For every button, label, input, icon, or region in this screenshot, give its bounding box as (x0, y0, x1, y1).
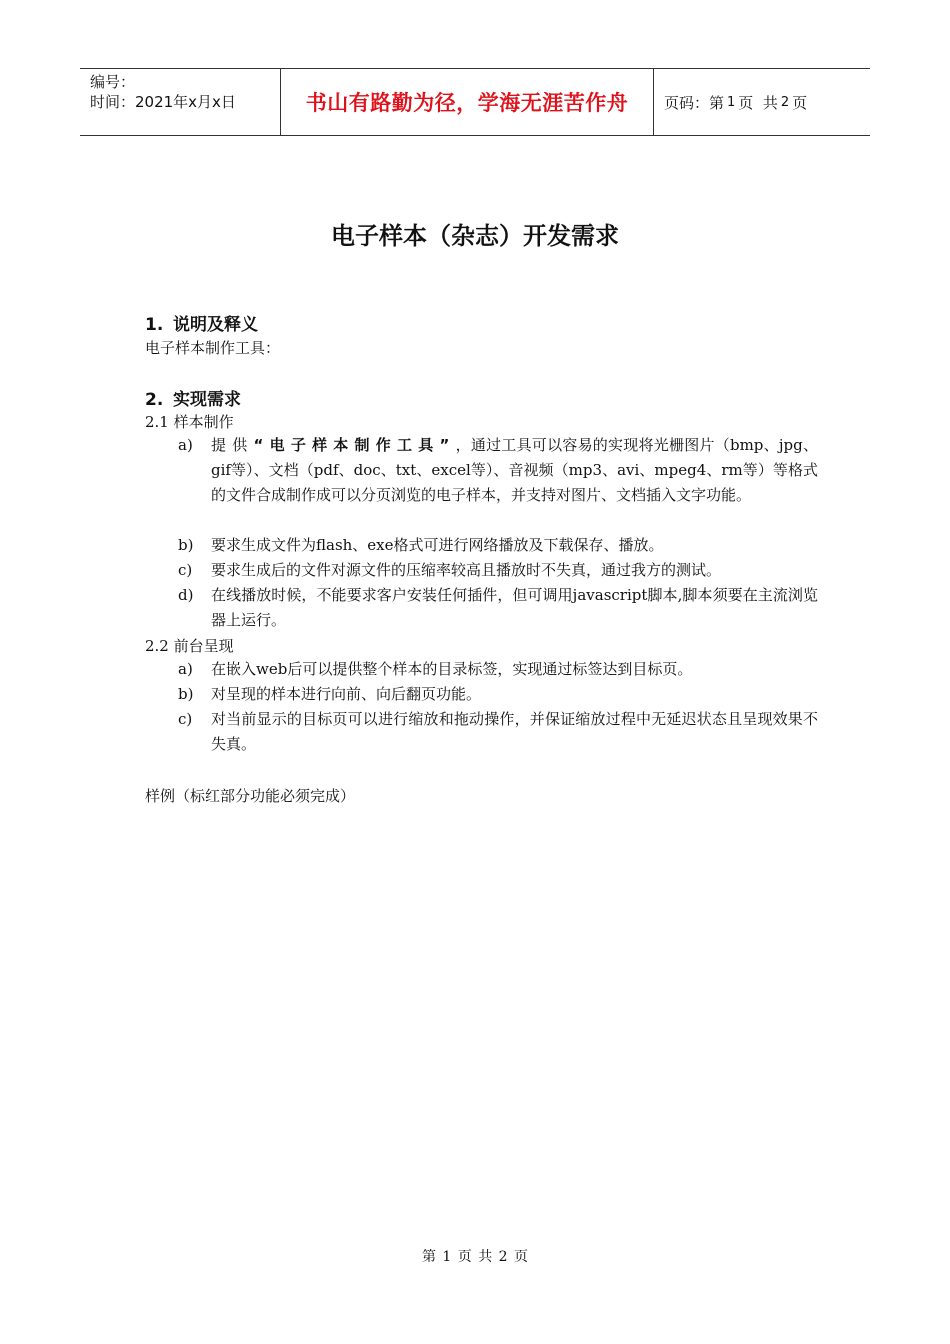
list-item-label: c) (178, 710, 193, 728)
list-item-label: d) (178, 586, 194, 604)
page-total: 2 (780, 94, 790, 110)
list-item (178, 657, 818, 682)
list-item (178, 707, 818, 757)
page-header (80, 68, 870, 136)
section-2-heading (145, 385, 241, 410)
list-item-text: 对呈现的样本进行向前、向后翻页功能。 (211, 685, 482, 703)
list-item-label: a) (178, 660, 193, 678)
time-label: 时间：2021年x月x日 (90, 93, 236, 111)
list-item (178, 682, 818, 707)
list-item-label: b) (178, 685, 194, 703)
page-label-suffix: 页 (792, 93, 808, 112)
header-page-info (654, 69, 870, 135)
section-1-number: 1. (145, 315, 164, 335)
section-2-title: 实现需求 (173, 390, 241, 410)
section-2-number: 2. (145, 390, 164, 410)
subsection-2-1-heading: 2.1 样本制作 (145, 413, 234, 431)
page-footer: 第 1 页 共 2 页 (421, 1249, 529, 1265)
list-item (178, 533, 818, 558)
list-item-text: 要求生成后的文件对源文件的压缩率较高且播放时不失真，通过我方的测试。 (211, 561, 722, 579)
section-1-heading (145, 310, 258, 335)
list-item-text-rest: ，通过工具可以容易的实现将光栅图片（bmp、jpg、gif等）、文档（pdf、doc、txt、excel等）、音视频（mp3、avi、mpeg4、rm等）等格式的文件合成制作成可以分页浏览的电子样本，并支持对图片、文档插入文字功能。 (211, 436, 818, 504)
page-label-prefix: 页码：第 (664, 93, 725, 112)
page-current: 1 (727, 94, 736, 110)
list-item-label: c) (178, 561, 193, 579)
tool-name-quote: “电子样本制作工具” (253, 436, 456, 454)
list-item (178, 558, 818, 583)
list-item-text-lead: 提供 (211, 436, 254, 454)
list-item-text (211, 433, 818, 508)
document-title: 电子样本（杂志）开发需求 (331, 222, 619, 250)
list-item (178, 583, 818, 633)
list-item (178, 433, 818, 508)
list-item-text: 在嵌入web后可以提供整个样本的目录标签，实现通过标签达到目标页。 (211, 660, 693, 678)
list-item-text: 在线播放时候，不能要求客户安装任何插件，但可调用javascript脚本,脚本须要在主流浏览器上运行。 (211, 586, 818, 629)
header-motto-cell (281, 69, 654, 135)
list-item-label: a) (178, 436, 193, 454)
section-1-title: 说明及释义 (173, 315, 258, 335)
list-item-label: b) (178, 536, 194, 554)
motto-text: 书山有路勤为径，学海无涯苦作舟 (305, 91, 629, 115)
header-meta (80, 69, 281, 135)
list-item-text: 对当前显示的目标页可以进行缩放和拖动操作，并保证缩放过程中无延迟状态且呈现效果不失真。 (211, 710, 818, 753)
number-label: 编号： (90, 73, 136, 91)
example-note: 样例（标红部分功能必须完成） (145, 787, 356, 805)
list-item-text: 要求生成文件为flash、exe格式可进行网络播放及下载保存、播放。 (211, 536, 664, 554)
page-label-mid: 页 共 (738, 93, 778, 112)
section-1-body: 电子样本制作工具： (145, 339, 281, 357)
subsection-2-2-heading: 2.2 前台呈现 (145, 637, 234, 655)
